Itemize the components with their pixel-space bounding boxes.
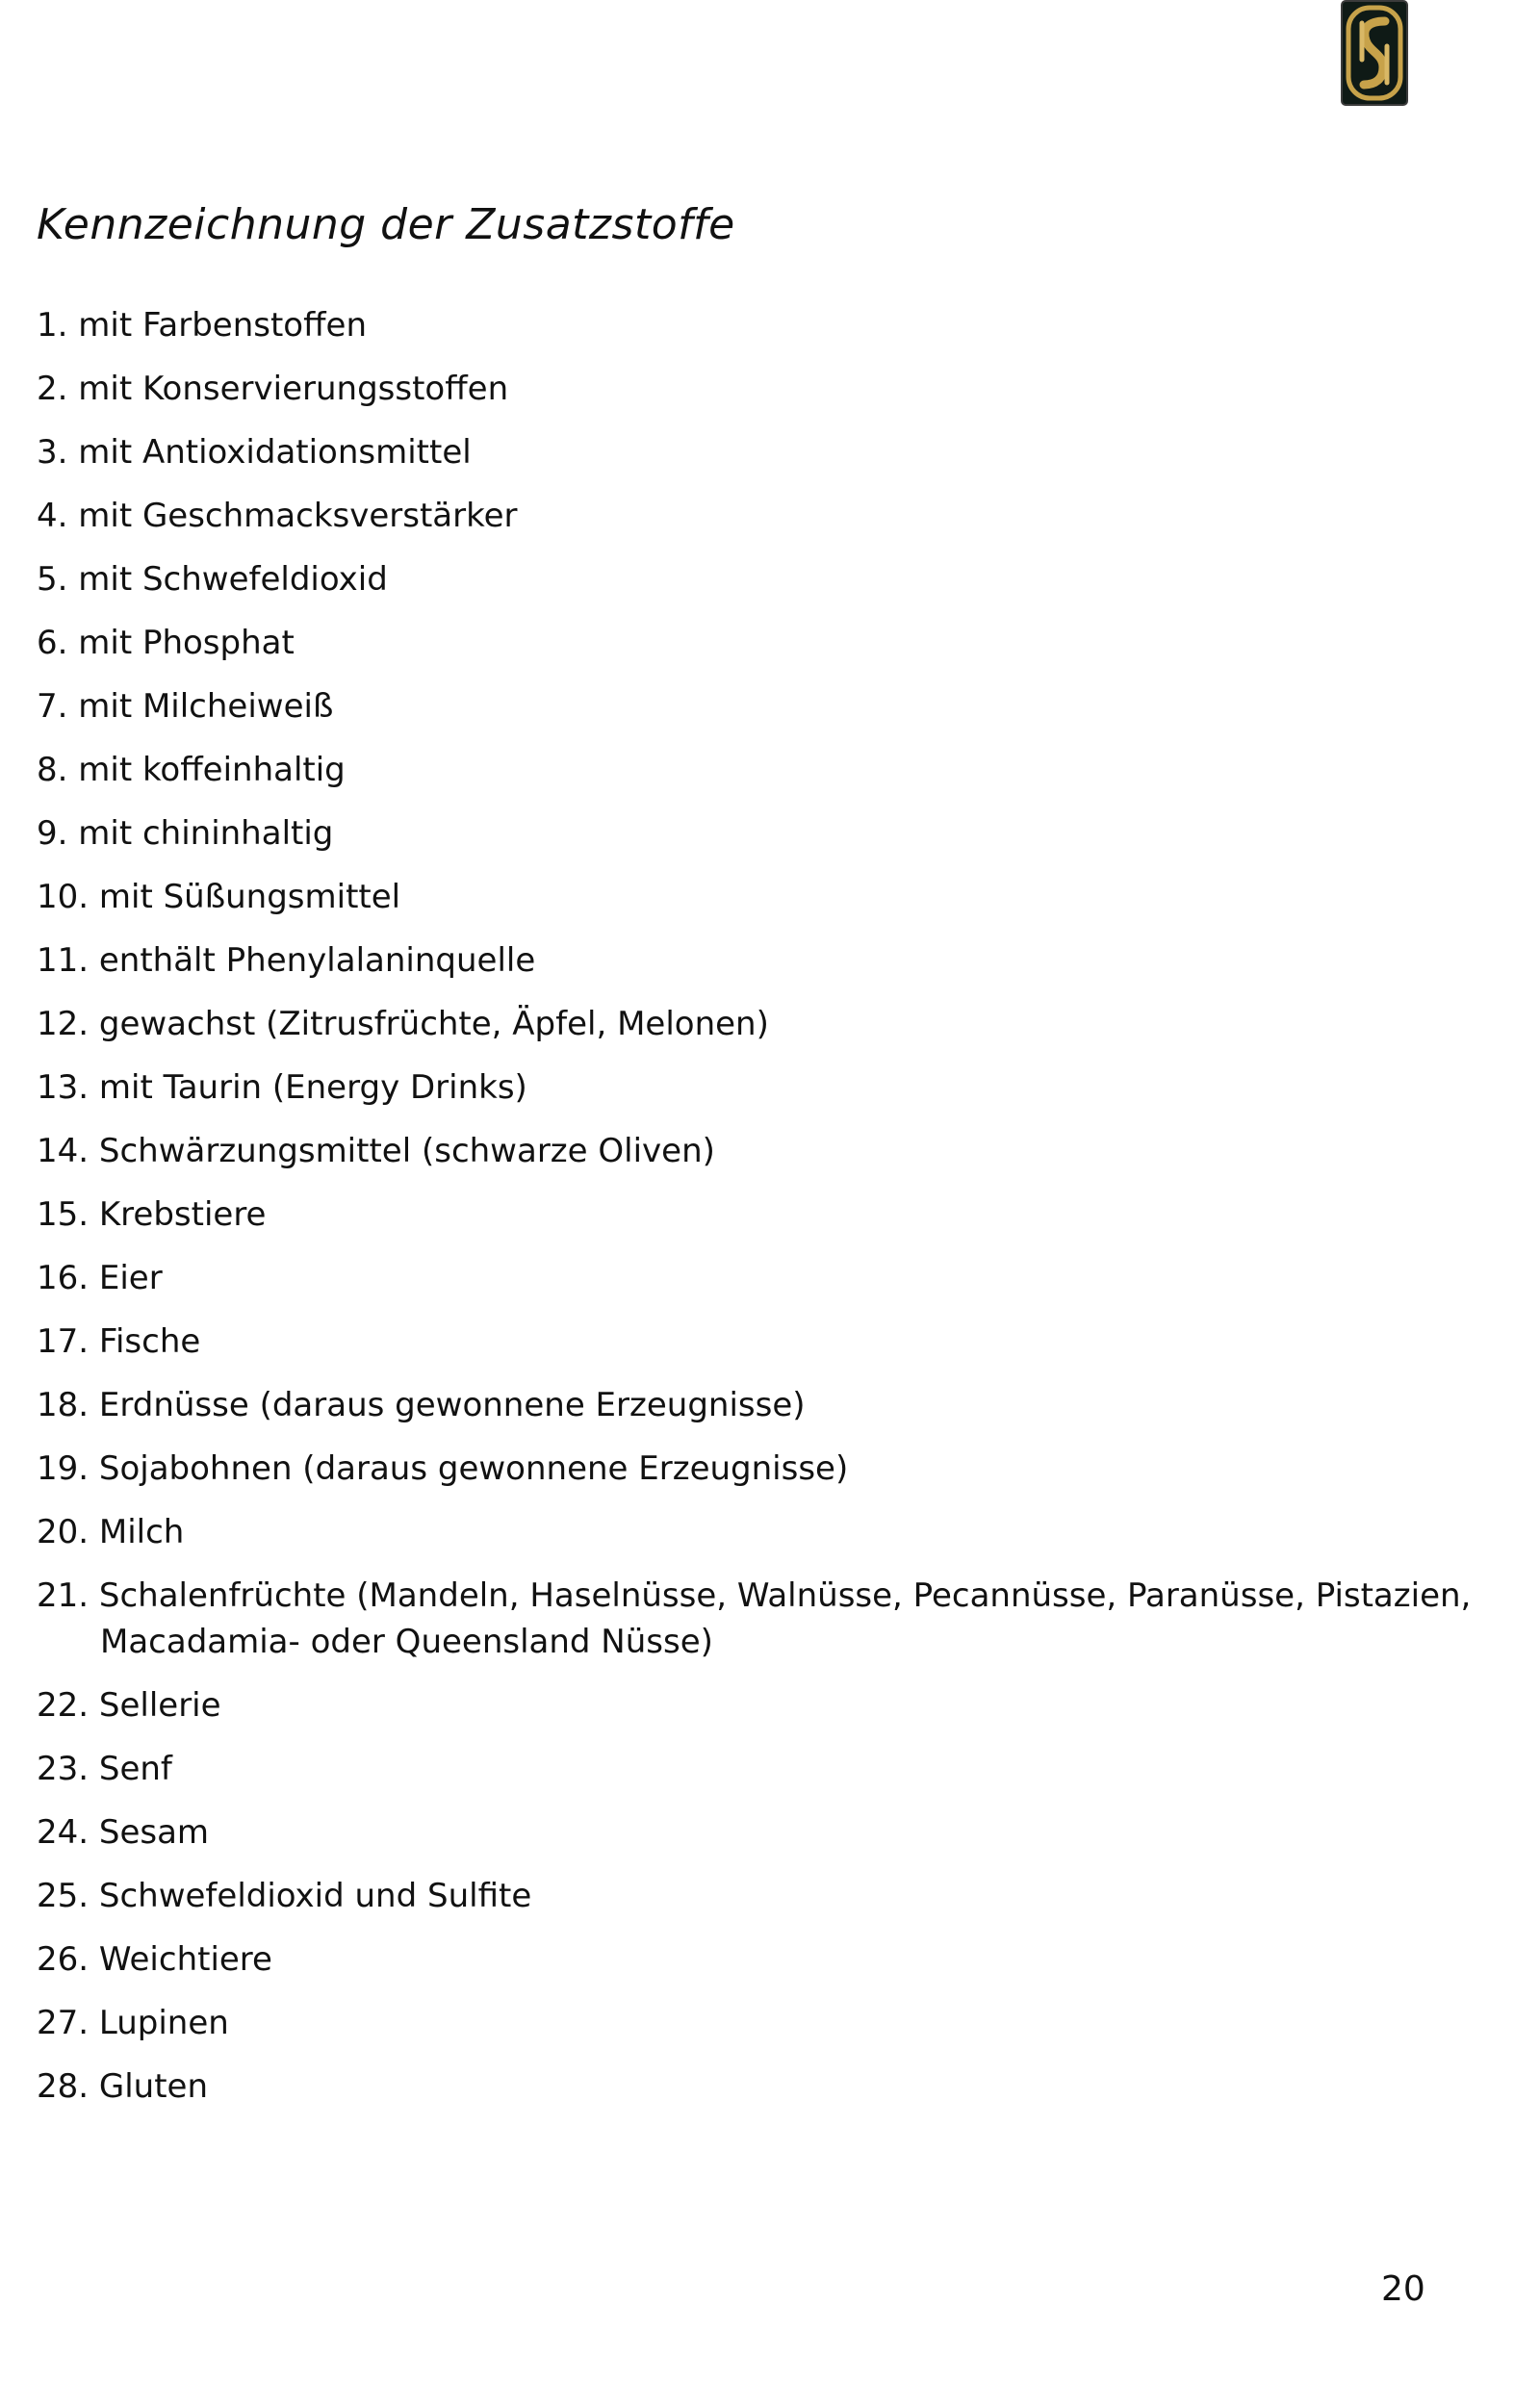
list-item: 10. mit Süßungsmittel: [37, 878, 401, 916]
page-number: 20: [1381, 2269, 1425, 2309]
list-item: 17. Fische: [37, 1322, 201, 1361]
list-item-continuation: Macadamia- oder Queensland Nüsse): [100, 1623, 713, 1661]
list-item: 2. mit Konservierungsstoffen: [37, 370, 509, 408]
list-item: 14. Schwärzungsmittel (schwarze Oliven): [37, 1132, 715, 1170]
list-item: 28. Gluten: [37, 2067, 209, 2106]
list-item: 27. Lupinen: [37, 2004, 229, 2042]
list-item: 11. enthält Phenylalaninquelle: [37, 941, 536, 980]
monogram-logo-icon: [1341, 0, 1408, 106]
list-item: 9. mit chininhaltig: [37, 814, 334, 853]
additives-list: [37, 302, 1480, 2127]
list-item: 1. mit Farbenstoffen: [37, 306, 367, 345]
list-item: 13. mit Taurin (Energy Drinks): [37, 1068, 527, 1107]
list-item: 18. Erdnüsse (daraus gewonnene Erzeugnisse): [37, 1386, 806, 1424]
list-item: 20. Milch: [37, 1513, 185, 1551]
list-item-line: 21. Schalenfrüchte (Mandeln, Haselnüsse, Walnüsse, Pecannüsse, Paranüsse, Pistazien,: [37, 1576, 1472, 1615]
list-item: 24. Sesam: [37, 1813, 210, 1852]
list-item: 6. mit Phosphat: [37, 624, 295, 662]
list-item: 23. Senf: [37, 1750, 172, 1788]
restaurant-logo: [1341, 0, 1408, 106]
list-item: 7. mit Milcheiweiß: [37, 687, 334, 726]
list-item: 16. Eier: [37, 1259, 163, 1297]
list-item: 22. Sellerie: [37, 1686, 221, 1725]
list-item: 25. Schwefeldioxid und Sulfite: [37, 1877, 532, 1915]
list-item: 8. mit koffeinhaltig: [37, 751, 346, 789]
list-item: 15. Krebstiere: [37, 1195, 267, 1234]
list-item: 12. gewachst (Zitrusfrüchte, Äpfel, Melonen): [37, 1005, 769, 1043]
list-item: 4. mit Geschmacksverstärker: [37, 497, 518, 535]
list-item: 5. mit Schwefeldioxid: [37, 560, 388, 599]
list-item: 26. Weichtiere: [37, 1940, 272, 1979]
list-item: 19. Sojabohnen (daraus gewonnene Erzeugnisse): [37, 1449, 849, 1488]
list-item-tree-nuts: [37, 1573, 1480, 1682]
list-item: 3. mit Antioxidationsmittel: [37, 433, 472, 472]
page-heading: Kennzeichnung der Zusatzstoffe: [37, 200, 735, 249]
